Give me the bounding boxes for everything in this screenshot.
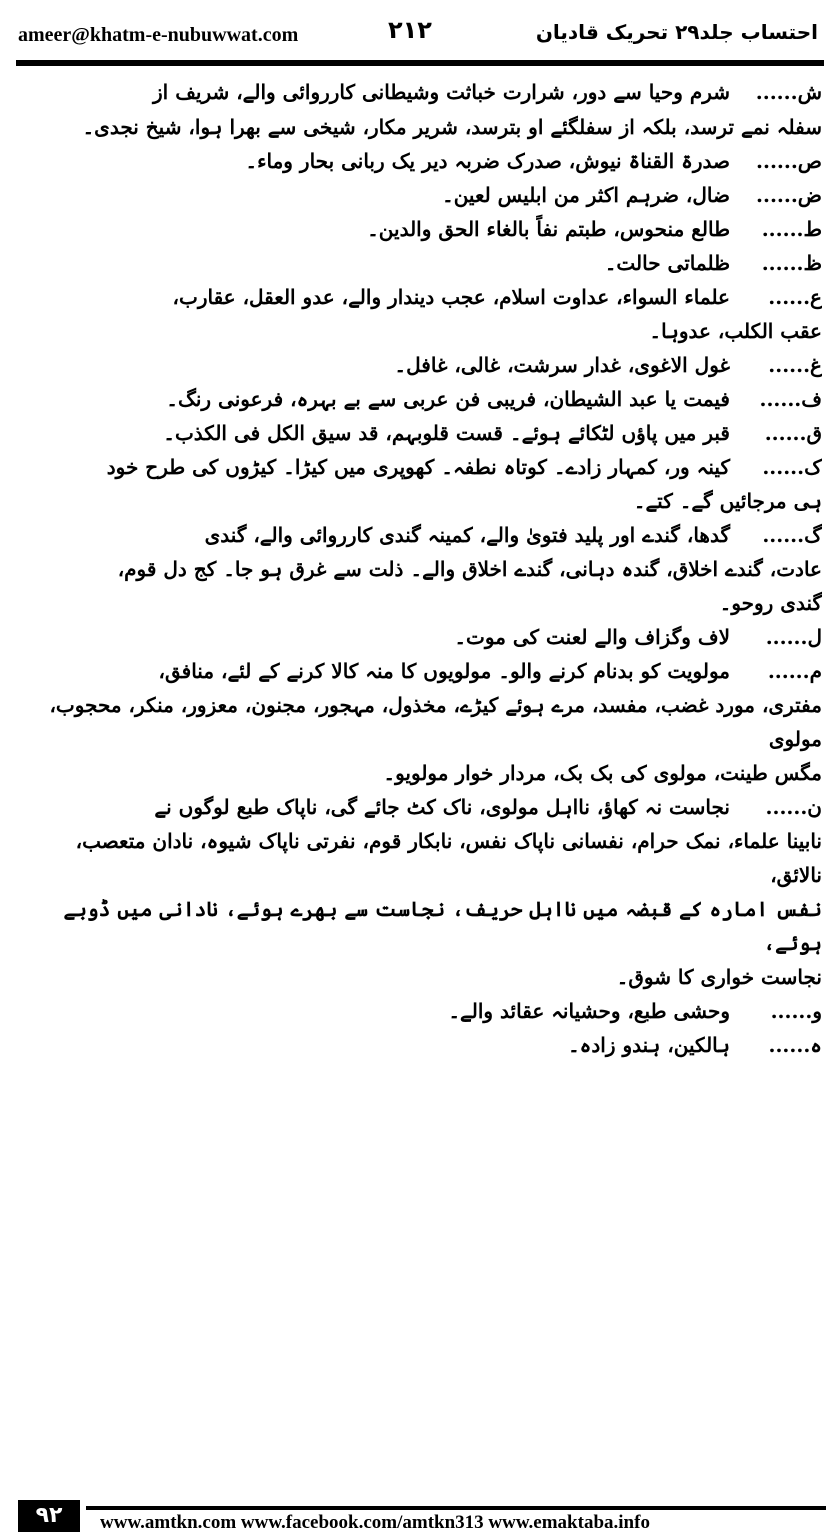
glossary-entry xyxy=(22,654,822,790)
glossary-entry xyxy=(22,74,822,144)
entry-text-continued: مفتری، مورد غضب، مفسد، مرے ہوئے کیڑے، مخذول، مہجور، مجنون، معزور، منکر، محجوب، مولوی xyxy=(49,693,822,751)
glossary-entry xyxy=(22,246,822,280)
glossary-entry xyxy=(22,348,822,382)
entry-text: شرم وحیا سے دور، شرارت خباثت وشیطانی کارروائی والے، شریف از xyxy=(153,80,730,104)
header-rule xyxy=(16,60,824,66)
entry-text: علماء السواء، عداوت اسلام، عجب دیندار والے، عدو العقل، عقارب، xyxy=(172,285,730,309)
page-header xyxy=(0,0,840,62)
glossary-entry xyxy=(22,280,822,348)
entry-text-continued: نفس امارہ کے قبضہ میں نااہل حریف، نجاست سے بھرے ہوئے، نادانی میں ڈوبے ہوئے، xyxy=(63,897,822,955)
glossary-entry xyxy=(22,212,822,246)
footer-rule xyxy=(86,1506,826,1510)
email-address[interactable]: ameer@khatm-e-nubuwwat.com xyxy=(18,24,299,46)
footer-links[interactable]: www.amtkn.com www.facebook.com/amtkn313 www.emaktaba.info xyxy=(100,1512,650,1533)
page-number-top: ۲۱۲ xyxy=(388,16,432,44)
glossary-entry xyxy=(22,144,822,178)
entry-text: ہالکین، ہندو زادہ۔ xyxy=(567,1033,730,1057)
entry-text: کینہ ور، کمہار زادے۔ کوتاہ نطفہ۔ کھوپری میں کیڑا۔ کیڑوں کی طرح خود xyxy=(106,455,730,479)
page-number-bottom: ۹۲ xyxy=(18,1500,80,1532)
entry-text: وحشی طبع، وحشیانہ عقائد والے۔ xyxy=(448,999,730,1023)
entry-text: گدھا، گندے اور پلید فتویٰ والے، کمینہ گندی کارروائی والے، گندی xyxy=(204,523,730,547)
glossary-entry xyxy=(22,994,822,1028)
entry-letter: ظ...... xyxy=(761,251,822,275)
entry-text: قبر میں پاؤں لٹکائے ہوئے۔ قست قلوبہم، قد سیق الکل فی الکذب۔ xyxy=(163,421,730,445)
glossary-entry xyxy=(22,518,822,620)
entry-text-continued: عادت، گندے اخلاق، گندہ دہانی، گندے اخلاق والے۔ ذلت سے غرق ہو جا۔ کج دل قوم، xyxy=(117,557,822,581)
entry-text: نجاست نہ کھاؤ، نااہل مولوی، ناک کٹ جائے گی، ناپاک طبع لوگوں نے xyxy=(154,795,730,819)
entry-text: صدرۃ القناۃ نیوش، صدرک ضربہ دیر یک ربانی بحار وماء۔ xyxy=(245,149,730,173)
glossary-entry xyxy=(22,790,822,994)
entry-text-continued: نجاست خواری کا شوق۔ xyxy=(616,965,822,989)
entry-text-continued: نابینا علماء، نمک حرام، نفسانی ناپاک نفس، نابکار قوم، نفرتی ناپاک شیوہ، نادان متعصب، نالائق، xyxy=(75,829,822,887)
entry-text-continued: عقب الکلب، عدوہا۔ xyxy=(649,319,822,343)
entry-letter: م...... xyxy=(767,659,822,683)
entry-letter: ص...... xyxy=(756,149,822,173)
glossary-list xyxy=(22,74,822,1514)
glossary-entry xyxy=(22,416,822,450)
entry-letter: و...... xyxy=(770,999,822,1023)
entry-letter: ط...... xyxy=(761,217,822,241)
entry-letter: ن...... xyxy=(765,795,822,819)
entry-text: ضال، ضرہم اکثر من ابلیس لعین۔ xyxy=(441,183,730,207)
entry-letter: ق...... xyxy=(764,421,822,445)
entry-letter: ض...... xyxy=(756,183,822,207)
entry-letter: غ...... xyxy=(768,353,822,377)
entry-letter: ک...... xyxy=(762,455,822,479)
glossary-entry xyxy=(22,620,822,654)
entry-text-continued: مگس طینت، مولوی کی بک بک، مردار خوار مولویو۔ xyxy=(383,761,822,785)
book-title: احتساب جلد۲۹ تحریک قادیان xyxy=(535,20,818,44)
entry-text: طالع منحوس، طبتم نفاً بالغاء الحق والدین۔ xyxy=(367,217,730,241)
entry-text: ظلماتی حالت۔ xyxy=(604,251,730,275)
entry-text: فیمت یا عبد الشیطان، فریبی فن عربی سے بے بہرہ، فرعونی رنگ۔ xyxy=(166,387,730,411)
entry-text: مولویت کو بدنام کرنے والو۔ مولویوں کا منہ کالا کرنے کے لئے، منافق، xyxy=(158,659,730,683)
entry-letter: ہ...... xyxy=(768,1033,822,1057)
entry-text: غول الاغوی، غدار سرشت، غالی، غافل۔ xyxy=(394,353,730,377)
glossary-entry xyxy=(22,1028,822,1062)
entry-letter: ف...... xyxy=(759,387,822,411)
entry-letter: گ...... xyxy=(762,523,822,547)
page-footer xyxy=(0,1488,840,1540)
entry-text-continued: گندی روحو۔ xyxy=(719,591,822,615)
entry-letter: ل...... xyxy=(765,625,822,649)
glossary-entry xyxy=(22,450,822,518)
entry-letter: ش...... xyxy=(755,80,822,104)
entry-text-continued: سفلہ نمے ترسد، بلکہ از سفلگئے او بترسد، شریر مکار، شیخی سے بھرا ہوا، شیخ نجدی۔ xyxy=(82,115,822,139)
entry-text-continued: ہی مرجائیں گے۔ کتے۔ xyxy=(633,489,822,513)
glossary-entry xyxy=(22,382,822,416)
entry-text: لاف وگزاف والے لعنت کی موت۔ xyxy=(454,625,730,649)
entry-letter: ع...... xyxy=(768,285,822,309)
glossary-entry xyxy=(22,178,822,212)
